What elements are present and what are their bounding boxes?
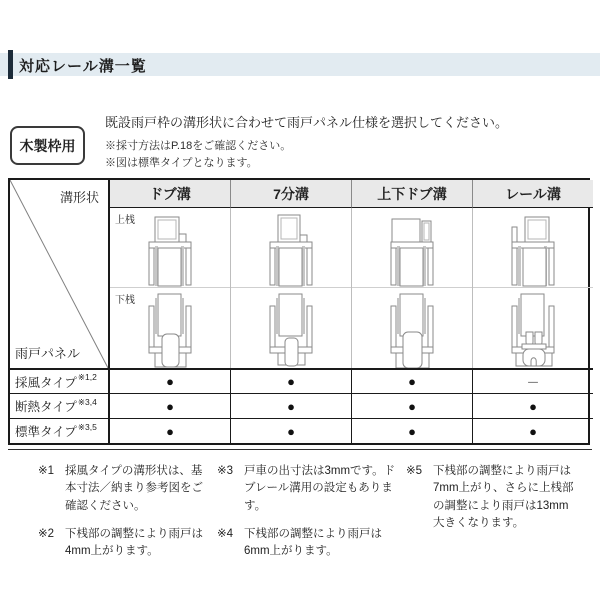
diagram-cell-rail xyxy=(472,208,593,368)
groove-drawing-updown-top xyxy=(352,213,472,287)
diagram-rail-bottom xyxy=(473,288,593,368)
groove-drawing-updown-bottom xyxy=(352,292,472,370)
diagram-dobu-top xyxy=(110,208,230,288)
footnote-text: 下桟部の調整により雨戸は6mm上がります。 xyxy=(244,527,382,557)
wood-frame-badge: 木製枠用 xyxy=(10,126,85,165)
row-label-sup: ※3,4 xyxy=(77,396,97,407)
diagram-dobu-bottom xyxy=(110,288,230,368)
row-label-sup: ※3,5 xyxy=(77,421,97,432)
rail-label-bottom: 下桟 xyxy=(115,295,135,306)
compat-mark: ● xyxy=(230,368,351,393)
diagram-cell-updown-dobu xyxy=(351,208,472,368)
intro-block xyxy=(0,110,600,178)
column-header-7bu: 7分溝 xyxy=(230,180,351,208)
footnote-2 xyxy=(38,526,213,561)
corner-label-groove-shape: 溝形状 xyxy=(59,190,99,205)
footnote-num: ※1 xyxy=(38,465,55,477)
row-label-dannetsu-type xyxy=(10,393,110,418)
compat-mark: ● xyxy=(230,418,351,443)
column-header-dobu: ドブ溝 xyxy=(110,180,230,208)
footnote-column-2 xyxy=(217,463,399,571)
row-label-text: 標準タイプ xyxy=(15,425,77,439)
compat-mark: ● xyxy=(230,393,351,418)
column-header-rail: レール溝 xyxy=(472,180,593,208)
footnote-num: ※3 xyxy=(217,465,234,477)
groove-drawing-rail-top xyxy=(473,213,593,287)
footnote-5 xyxy=(406,463,574,532)
footnotes xyxy=(38,463,578,571)
compat-mark: ● xyxy=(351,368,472,393)
diagram-7bu-top xyxy=(231,208,351,288)
footnote-column-1 xyxy=(38,463,213,571)
compat-mark: ● xyxy=(472,418,593,443)
groove-drawing-7bu-top xyxy=(231,213,351,287)
row-label-saifu-type xyxy=(10,368,110,393)
compat-mark: ● xyxy=(351,418,472,443)
groove-drawing-7bu-bottom xyxy=(231,292,351,370)
diagram-rail-top xyxy=(473,208,593,288)
table-corner-cell xyxy=(10,180,110,368)
footnote-column-3 xyxy=(406,463,574,571)
intro-main-text: 既設雨戸枠の溝形状に合わせて雨戸パネル仕様を選択してください。 xyxy=(105,115,509,130)
groove-drawing-rail-bottom xyxy=(473,292,593,370)
diagonal-line xyxy=(10,180,108,368)
row-label-hyojun-type xyxy=(10,418,110,443)
footnote-text: 下桟部の調整により雨戸は4mm上がります。 xyxy=(65,527,203,557)
page-title: 対応レール溝一覧 xyxy=(19,58,147,75)
rail-label-top: 上桟 xyxy=(115,215,135,226)
corner-label-panel: 雨戸パネル xyxy=(15,346,81,361)
compat-mark: ● xyxy=(472,393,593,418)
section-title-band xyxy=(0,53,600,76)
title-accent-bar xyxy=(8,50,13,79)
footnote-text: 戸車の出寸法は3mmです。ドブレール溝用の設定もあります。 xyxy=(244,465,396,512)
row-label-text: 断熱タイプ xyxy=(15,400,77,414)
compat-mark: ● xyxy=(110,393,230,418)
intro-note-2: ※図は標準タイプとなります。 xyxy=(105,157,258,170)
diagram-cell-dobu xyxy=(110,208,230,368)
compat-mark: ● xyxy=(351,393,472,418)
footnote-num: ※4 xyxy=(217,527,234,540)
compat-mark: ● xyxy=(110,418,230,443)
compat-mark: ● xyxy=(110,368,230,393)
groove-compatibility-table xyxy=(8,178,590,445)
diagram-updown-top xyxy=(352,208,472,288)
diagram-7bu-bottom xyxy=(231,288,351,368)
intro-text xyxy=(105,112,508,172)
diagram-cell-7bu xyxy=(230,208,351,368)
table-bottom-rule xyxy=(8,449,592,450)
footnote-text: 下桟部の調整により雨戸は7mm上がり、さらに上桟部の調整により雨戸は13mm大きくなります。 xyxy=(433,465,574,529)
diagram-updown-bottom xyxy=(352,288,472,368)
intro-note-1: ※採寸方法はP.18をご確認ください。 xyxy=(105,140,292,152)
footnote-num: ※5 xyxy=(406,465,423,477)
footnote-3 xyxy=(217,463,399,515)
footnote-4 xyxy=(217,526,399,561)
row-label-sup: ※1,2 xyxy=(77,372,97,382)
row-label-text: 採風タイプ xyxy=(15,375,77,390)
footnote-1 xyxy=(38,463,213,515)
column-header-updown-dobu: 上下ドブ溝 xyxy=(351,180,472,208)
footnote-text: 採風タイプの溝形状は、基本寸法／納まり参考図をご確認ください。 xyxy=(65,465,203,512)
footnote-num: ※2 xyxy=(38,527,55,540)
compat-mark: － xyxy=(472,368,593,393)
